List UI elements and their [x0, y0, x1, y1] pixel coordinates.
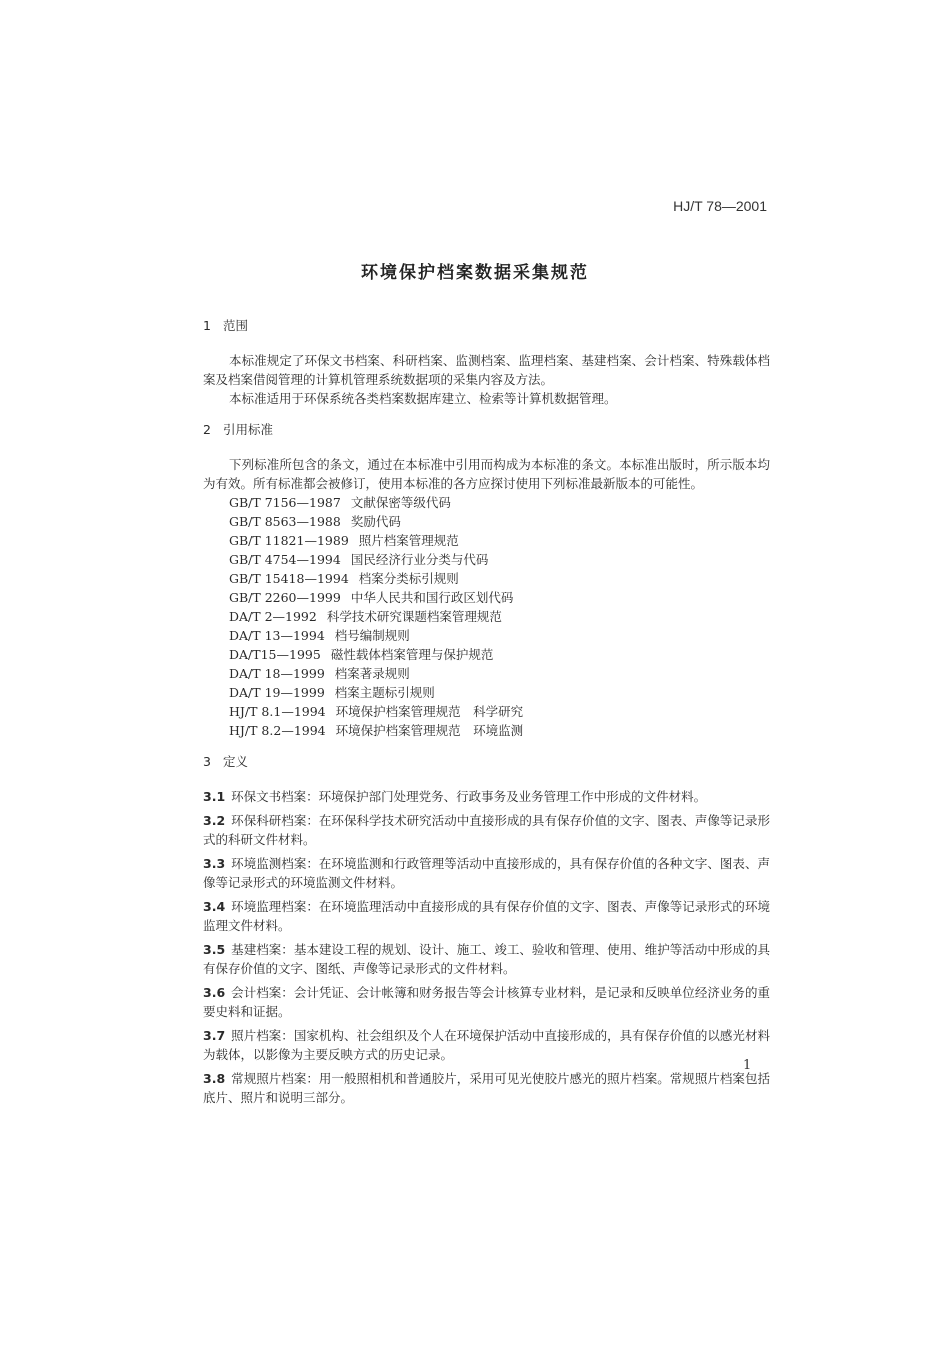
definition-item — [203, 787, 770, 806]
document-body — [203, 310, 770, 1112]
reference-item — [203, 512, 770, 531]
reference-title: 科学技术研究课题档案管理规范 — [326, 609, 502, 624]
definition-text: 国家机构、社会组织及个人在环境保护活动中直接形成的，具有保存价值的以感光材料为载体，以影像为主要反映方式的历史记录。 — [203, 1028, 770, 1062]
page-number: 1 — [743, 1058, 752, 1073]
reference-code: GB/T 2260—1999 — [229, 590, 341, 605]
reference-code: GB/T 4754—1994 — [229, 552, 341, 567]
definition-term: 环保文书档案： — [231, 789, 319, 804]
reference-title: 中华人民共和国行政区划代码 — [350, 590, 514, 605]
reference-code: DA/T 18—1999 — [229, 666, 325, 681]
definition-term: 基建档案： — [231, 942, 294, 957]
reference-code: DA/T 13—1994 — [229, 628, 325, 643]
reference-code: GB/T 11821—1989 — [229, 533, 349, 548]
reference-code: GB/T 7156—1987 — [229, 495, 341, 510]
definition-item — [203, 854, 770, 892]
reference-item — [203, 683, 770, 702]
definition-number: 3.6 — [203, 985, 226, 1000]
definition-text: 会计凭证、会计帐簿和财务报告等会计核算专业材料，是记录和反映单位经济业务的重要史料和证据。 — [203, 985, 770, 1019]
scope-paragraph: 本标准规定了环保文书档案、科研档案、监测档案、监理档案、基建档案、会计档案、特殊载体档案及档案借阅管理的计算机管理系统数据项的采集内容及方法。 — [203, 353, 770, 387]
definition-text: 在环境监测和行政管理等活动中直接形成的，具有保存价值的各种文字、图表、声像等记录形式的环境监测文件材料。 — [203, 856, 770, 890]
reference-item — [203, 531, 770, 550]
reference-title: 照片档案管理规范 — [358, 533, 459, 548]
reference-item — [203, 645, 770, 664]
reference-item — [203, 550, 770, 569]
reference-item — [203, 588, 770, 607]
scope-paragraph: 本标准适用于环保系统各类档案数据库建立、检索等计算机数据管理。 — [229, 391, 617, 406]
definition-term: 常规照片档案： — [231, 1071, 319, 1086]
reference-title: 档案著录规则 — [334, 666, 410, 681]
reference-code: DA/T 19—1999 — [229, 685, 325, 700]
reference-list — [203, 493, 770, 740]
section-number: 3 — [203, 754, 211, 769]
definition-text: 在环境监理活动中直接形成的具有保存价值的文字、图表、声像等记录形式的环境监理文件材料。 — [203, 899, 770, 933]
definition-text: 用一般照相机和普通胶片，采用可见光使胶片感光的照片档案。常规照片档案包括底片、照片和说明三部分。 — [203, 1071, 770, 1105]
definition-item — [203, 897, 770, 935]
section-heading-references — [203, 420, 770, 439]
definition-text: 在环保科学技术研究活动中直接形成的具有保存价值的文字、图表、声像等记录形式的科研文件材料。 — [203, 813, 770, 847]
definition-term: 环境监测档案： — [231, 856, 319, 871]
reference-item — [203, 702, 770, 721]
reference-title: 环境保护档案管理规范 科学研究 — [335, 704, 524, 719]
reference-title: 奖励代码 — [350, 514, 401, 529]
section-title: 定义 — [223, 754, 249, 769]
definition-number: 3.4 — [203, 899, 226, 914]
section-heading-definitions — [203, 752, 770, 771]
definition-number: 3.3 — [203, 856, 226, 871]
reference-code: DA/T 2—1992 — [229, 609, 317, 624]
section-number: 2 — [203, 422, 211, 437]
definitions-list — [203, 787, 770, 1107]
reference-title: 国民经济行业分类与代码 — [350, 552, 489, 567]
reference-title: 文献保密等级代码 — [350, 495, 451, 510]
definition-item — [203, 940, 770, 978]
section-number: 1 — [203, 318, 211, 333]
reference-title: 磁性载体档案管理与保护规范 — [330, 647, 494, 662]
reference-title: 档号编制规则 — [334, 628, 410, 643]
definition-term: 照片档案： — [231, 1028, 294, 1043]
reference-code: HJ/T 8.1—1994 — [229, 704, 326, 719]
definition-number: 3.5 — [203, 942, 226, 957]
definition-number: 3.7 — [203, 1028, 226, 1043]
document-title: 环境保护档案数据采集规范 — [361, 263, 589, 283]
reference-code: DA/T15—1995 — [229, 647, 321, 662]
definition-item — [203, 983, 770, 1021]
definition-item — [203, 1069, 770, 1107]
reference-code: HJ/T 8.2—1994 — [229, 723, 326, 738]
reference-item — [203, 493, 770, 512]
reference-code: GB/T 8563—1988 — [229, 514, 341, 529]
section-title: 范围 — [223, 318, 249, 333]
definition-text: 环境保护部门处理党务、行政事务及业务管理工作中形成的文件材料。 — [318, 789, 707, 804]
definition-term: 环保科研档案： — [231, 813, 319, 828]
reference-code: GB/T 15418—1994 — [229, 571, 349, 586]
reference-title: 档案分类标引规则 — [358, 571, 459, 586]
definition-text: 基本建设工程的规划、设计、施工、竣工、验收和管理、使用、维护等活动中形成的具有保存价值的文字、图纸、声像等记录形式的文件材料。 — [203, 942, 770, 976]
references-intro: 下列标准所包含的条文，通过在本标准中引用而构成为本标准的条文。本标准出版时，所示版本均为有效。所有标准都会被修订，使用本标准的各方应探讨使用下列标准最新版本的可能性。 — [203, 457, 770, 491]
section-title: 引用标准 — [223, 422, 274, 437]
definition-term: 会计档案： — [231, 985, 294, 1000]
definition-term: 环境监理档案： — [231, 899, 319, 914]
reference-title: 环境保护档案管理规范 环境监测 — [335, 723, 524, 738]
definition-item — [203, 1026, 770, 1064]
reference-item — [203, 626, 770, 645]
document-code: HJ/T 78—2001 — [673, 198, 767, 214]
definition-number: 3.8 — [203, 1071, 226, 1086]
section-heading-scope — [203, 316, 770, 335]
definition-number: 3.1 — [203, 789, 226, 804]
reference-title: 档案主题标引规则 — [334, 685, 435, 700]
definition-item — [203, 811, 770, 849]
reference-item — [203, 569, 770, 588]
definition-number: 3.2 — [203, 813, 226, 828]
reference-item — [203, 607, 770, 626]
reference-item — [203, 721, 770, 740]
reference-item — [203, 664, 770, 683]
